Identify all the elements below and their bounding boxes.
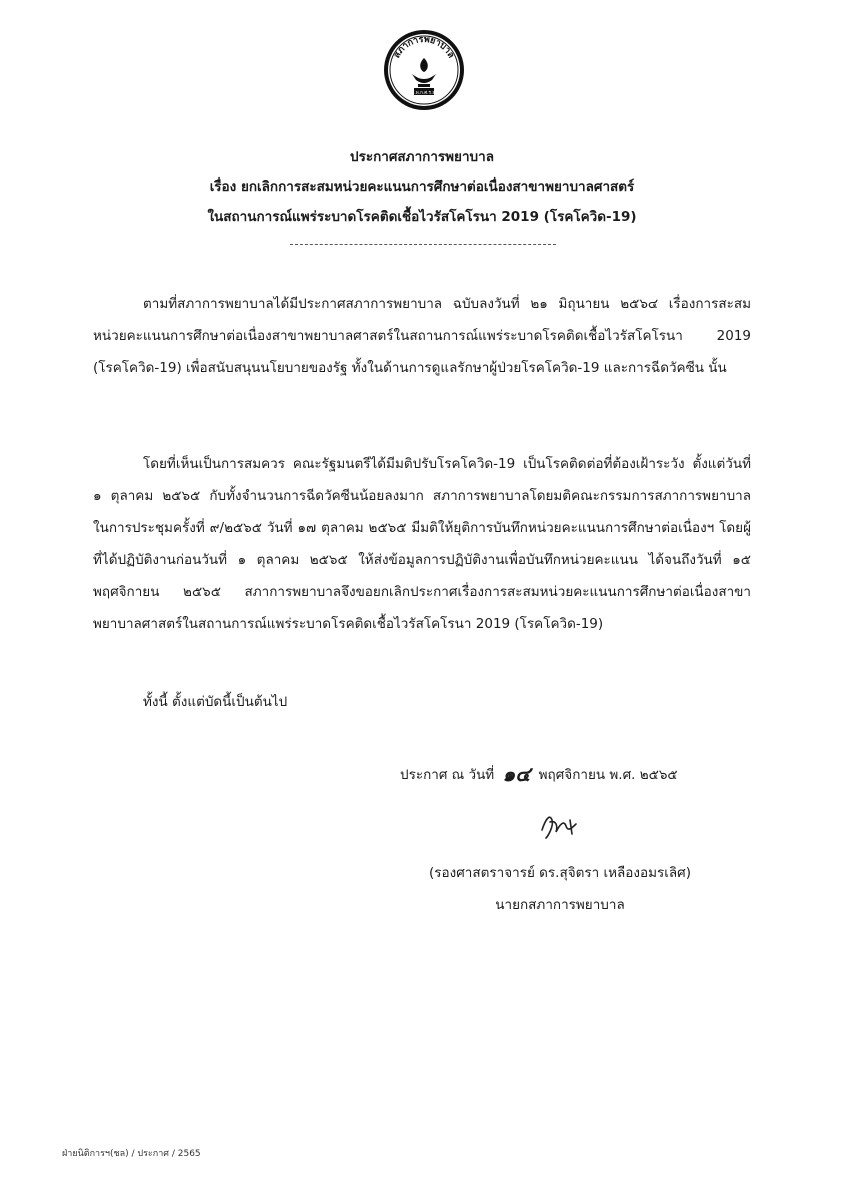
- date-day-handwritten: ๑๔: [502, 762, 531, 786]
- announcement-subject-continued: ในสถานการณ์แพร่ระบาดโรคติดเชื้อไวรัสโคโรนา 2019 (โรคโควิด-19): [207, 209, 637, 225]
- signer-position: นายกสภาการพยาบาล: [495, 897, 625, 913]
- handwritten-signature: [536, 808, 584, 844]
- date-suffix: พฤศจิกายน พ.ศ. ๒๕๖๕: [538, 767, 678, 783]
- signer-name: (รองศาสตราจารย์ ดร.สุจิตรา เหลืองอมรเลิศ): [429, 865, 691, 881]
- body-paragraph-3: ทั้งนี้ ตั้งแต่บัดนี้เป็นต้นไป: [143, 694, 288, 710]
- announcement-subject: เรื่อง ยกเลิกการสะสมหน่วยคะแนนการศึกษาต่อเนื่องสาขาพยาบาลศาสตร์: [209, 179, 635, 195]
- body-paragraph-2: โดยที่เห็นเป็นการสมควร คณะรัฐมนตรีได้มีมติปรับโรคโควิด-19 เป็นโรคติดต่อที่ต้องเฝ้าระวัง ตั้งแต่วันที่ ๑ ตุลาคม ๒๕๖๕ กับทั้งจำนวนการฉีดวัคซีนน้อยลงมาก สภาการพยาบาลโดยมติคณะกรรมการสภาการพยาบาล ในการประชุมครั้งที่ ๙/๒๕๖๕ วันที่ ๑๗ ตุลาคม ๒๕๖๕ มีมติให้ยุติการบันทึกหน่วยคะแนนการศึกษาต่อเนื่องฯ โดยผู้ที่ได้ปฏิบัติงานก่อนวันที่ ๑ ตุลาคม ๒๕๖๕ ให้ส่งข้อมูลการปฏิบัติงานเพื่อบันทึกหน่วยคะแนน ได้จนถึงวันที่ ๑๕ พฤศจิกายน ๒๕๖๕ สภาการพยาบาลจึงขอยกเลิกประกาศเรื่องการสะสมหน่วยคะแนนการศึกษาต่อเนื่องสาขาพยาบาลศาสตร์ในสถานการณ์แพร่ระบาดโรคติดเชื้อไวรัสโคโรนา 2019 (โรคโควิด-19): [93, 456, 751, 632]
- announcement-title: ประกาศสภาการพยาบาล: [350, 149, 494, 165]
- nursing-council-seal: [382, 28, 466, 112]
- svg-text:สภาการพยาบาล: สภาการพยาบาล: [392, 34, 456, 61]
- svg-text:ส.พ.ก.ศ.ร.ย.: ส.พ.ก.ศ.ร.ย.: [411, 91, 437, 96]
- heading-divider: [290, 244, 556, 245]
- document-reference: ฝ่ายนิติการฯ(ชล) / ประกาศ / 2565: [62, 1149, 201, 1159]
- body-paragraph-1: ตามที่สภาการพยาบาลได้มีประกาศสภาการพยาบาล ฉบับลงวันที่ ๒๑ มิถุนายน ๒๕๖๔ เรื่องการสะสมหน่วยคะแนนการศึกษาต่อเนื่องสาขาพยาบาลศาสตร์ในสถานการณ์แพร่ระบาดโรคติดเชื้อไวรัสโคโรนา 2019 (โรคโควิด-19) เพื่อสนับสนุนนโยบายของรัฐ ทั้งในด้านการดูแลรักษาผู้ป่วยโรคโควิด-19 และการฉีดวัคซีน นั้น: [93, 296, 751, 376]
- date-prefix: ประกาศ ณ วันที่: [400, 767, 495, 783]
- announcement-date: [400, 760, 678, 789]
